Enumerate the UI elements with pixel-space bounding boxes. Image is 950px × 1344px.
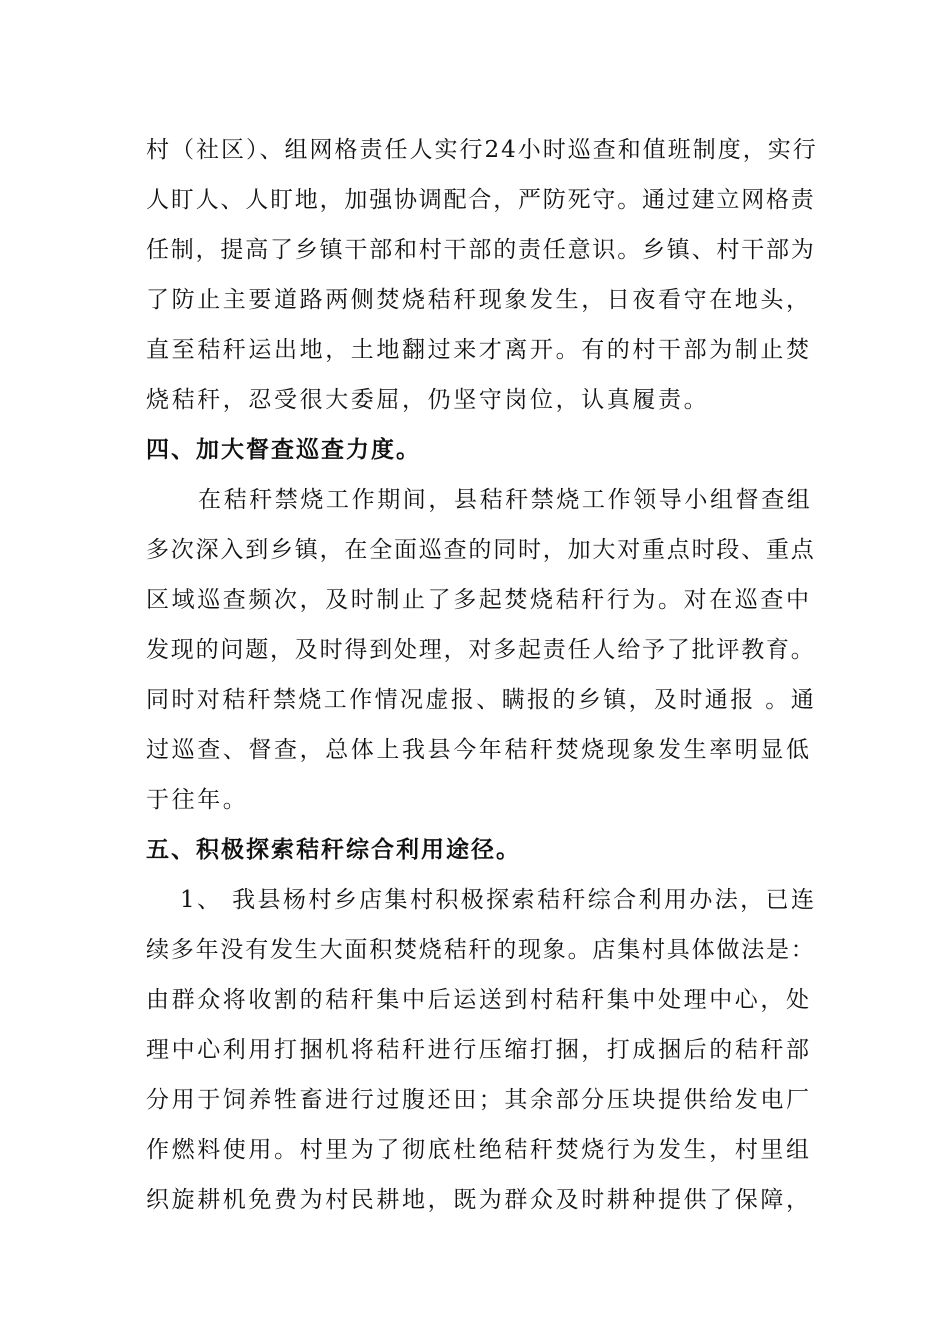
- paragraph-line: 同时对秸秆禁烧工作情况虚报、瞒报的乡镇，及时通报 。通: [146, 687, 817, 713]
- paragraph-line: 区域巡查频次，及时制止了多起焚烧秸秆行为。对在巡查中: [146, 587, 812, 613]
- paragraph-line: 多次深入到乡镇，在全面巡查的同时，加大对重点时段、重点: [146, 537, 816, 563]
- paragraph-line: 分用于饲养牲畜进行过腹还田；其余部分压块提供给发电厂: [146, 1087, 812, 1113]
- paragraph-line: 于往年。: [146, 787, 249, 813]
- paragraph-line: 作燃料使用。村里为了彻底杜绝秸秆焚烧行为发生，村里组: [146, 1137, 812, 1163]
- document-page: [146, 125, 816, 1225]
- numbered-paragraph-line: 1、 我县杨村乡店集村积极探索秸秆综合利用办法，已连: [180, 887, 817, 913]
- paragraph-line: 了防止主要道路两侧焚烧秸秆现象发生，日夜看守在地头，: [146, 287, 812, 313]
- paragraph-line: 烧秸秆，忍受很大委屈，仍坚守岗位，认真履责。: [146, 387, 710, 413]
- section-heading-4: 四、加大督查巡查力度。: [146, 436, 421, 463]
- paragraph-line: 由群众将收割的秸秆集中后运送到村秸秆集中处理中心，处: [146, 987, 812, 1013]
- paragraph-line: 理中心利用打捆机将秸秆进行压缩打捆，打成捆后的秸秆部: [146, 1037, 812, 1063]
- paragraph-line: 织旋耕机免费为村民耕地，既为群众及时耕种提供了保障，: [146, 1187, 812, 1213]
- paragraph-line: 任制，提高了乡镇干部和村干部的责任意识。乡镇、村干部为: [146, 237, 816, 263]
- paragraph-line: 在秸秆禁烧工作期间，县秸秆禁烧工作领导小组督查组: [198, 487, 813, 513]
- paragraph-line: 村（社区）、组网格责任人实行24小时巡查和值班制度，实行: [146, 137, 818, 163]
- paragraph-line: 续多年没有发生大面积焚烧秸秆的现象。店集村具体做法是：: [146, 937, 816, 963]
- paragraph-line: 发现的问题，及时得到处理，对多起责任人给予了批评教育。: [146, 637, 816, 663]
- paragraph-line: 人盯人、人盯地，加强协调配合，严防死守。通过建立网格责: [146, 187, 816, 213]
- paragraph-line: 直至秸秆运出地，土地翻过来才离开。有的村干部为制止焚: [146, 337, 812, 363]
- section-heading-5: 五、积极探索秸秆综合利用途径。: [146, 836, 521, 863]
- paragraph-line: 过巡查、督查，总体上我县今年秸秆焚烧现象发生率明显低: [146, 737, 812, 763]
